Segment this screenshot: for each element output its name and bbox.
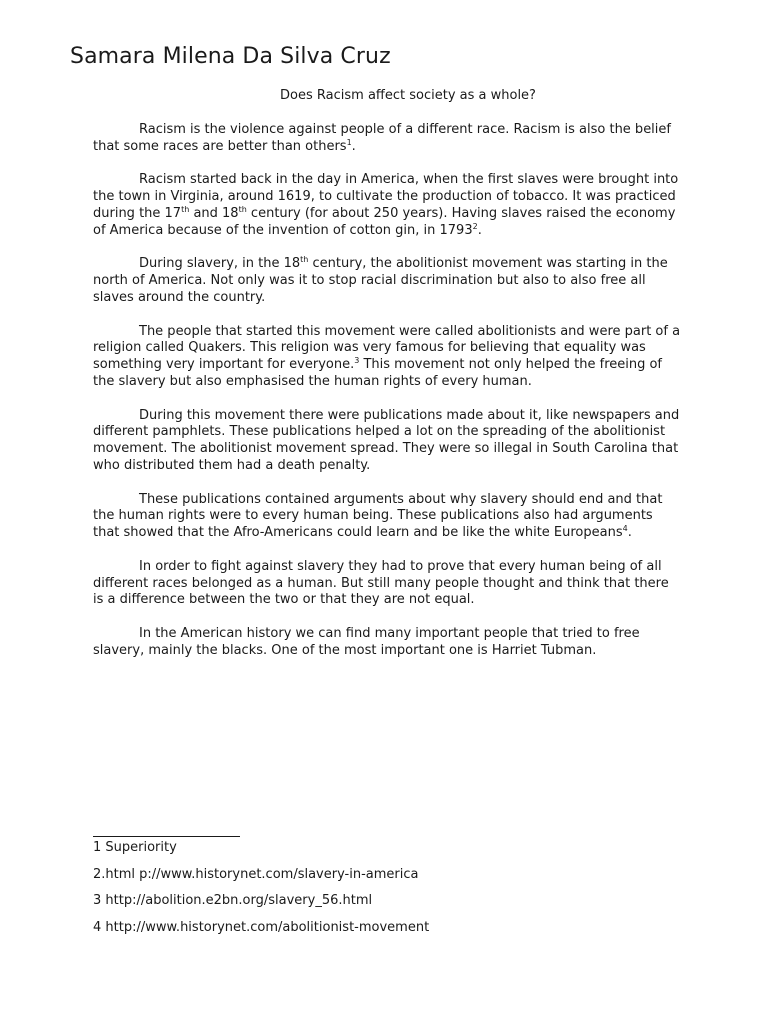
paragraph <box>93 408 683 475</box>
paragraph <box>93 626 683 660</box>
paragraph-text: During this movement there were publications made about it, like newspapers and different pamphlets. These publications helped a lot on the spreading of the abolitionist movement. The abolitionist movement spread. They were so illegal in South Carolina that who distributed them had a death penalty. <box>93 407 680 473</box>
paragraph <box>93 172 683 239</box>
paragraph-text: and 18 <box>189 205 239 221</box>
paragraph-text: In order to fight against slavery they had to prove that every human being of all different races belonged as a human. But still many people thought and think that there is a difference between the two or that they are not equal. <box>93 558 669 608</box>
paragraph <box>93 324 683 391</box>
superscript: th <box>238 204 247 214</box>
essay-title: Does Racism affect society as a whole? <box>280 88 536 103</box>
paragraph-text: In the American history we can find many important people that tried to free slavery, mainly the blacks. One of the most important one is Harriet Tubman. <box>93 625 640 658</box>
paragraph-text: Racism is the violence against people of a different race. Racism is also the belief that some races are better than others <box>93 122 671 154</box>
paragraph <box>93 492 683 542</box>
paragraph <box>93 559 683 609</box>
author-name: Samara Milena Da Silva Cruz <box>70 44 391 69</box>
paragraph-text: . <box>351 138 356 154</box>
superscript: 2 <box>472 221 478 231</box>
footnote-separator <box>93 836 240 837</box>
paragraph-text: This movement not only helped the freeing of the slavery but also emphasised the human rights of every human. <box>93 357 663 389</box>
footnote: 1 Superiority <box>93 840 177 855</box>
superscript: 3 <box>354 356 360 366</box>
paragraph-text: century, the abolitionist movement was starting in the north of America. Not only was it to stop racial discrimination but also to also free all slaves around the country. <box>93 256 668 305</box>
superscript: th <box>300 255 309 265</box>
paragraph-text: . <box>477 222 482 238</box>
paragraph <box>93 122 683 156</box>
paragraph <box>93 256 683 306</box>
footnote: 2.html p://www.historynet.com/slavery-in-america <box>93 866 419 882</box>
paragraph-text: These publications contained arguments about why slavery should end and that the human rights were to every human being. These publications also had arguments that showed that the Afro-Americans could learn and be like the white Europeans <box>93 491 663 541</box>
essay-body <box>93 122 683 676</box>
paragraph-text: Racism started back in the day in America, when the first slaves were brought into the town in Virginia, around 1619, to cultivate the production of tobacco. It was practiced during the 17 <box>93 172 679 221</box>
superscript: th <box>181 204 190 214</box>
paragraph-text: century (for about 250 years). Having slaves raised the economy of America because of the invention of cotton gin, in 1793 <box>93 205 676 238</box>
footnote: 3 http://abolition.e2bn.org/slavery_56.html <box>93 893 373 908</box>
footnote: 4 http://www.historynet.com/abolitionist-movement <box>93 919 430 935</box>
paragraph-text: During slavery, in the 18 <box>139 256 301 272</box>
superscript: 4 <box>622 524 628 534</box>
footnotes <box>93 840 693 946</box>
paragraph-text: . <box>627 525 632 541</box>
paragraph-text: The people that started this movement were called abolitionists and were part of a religion called Quakers. This religion was very famous for believing that equality was something very important for everyone. <box>93 323 681 373</box>
superscript: 1 <box>346 137 352 147</box>
